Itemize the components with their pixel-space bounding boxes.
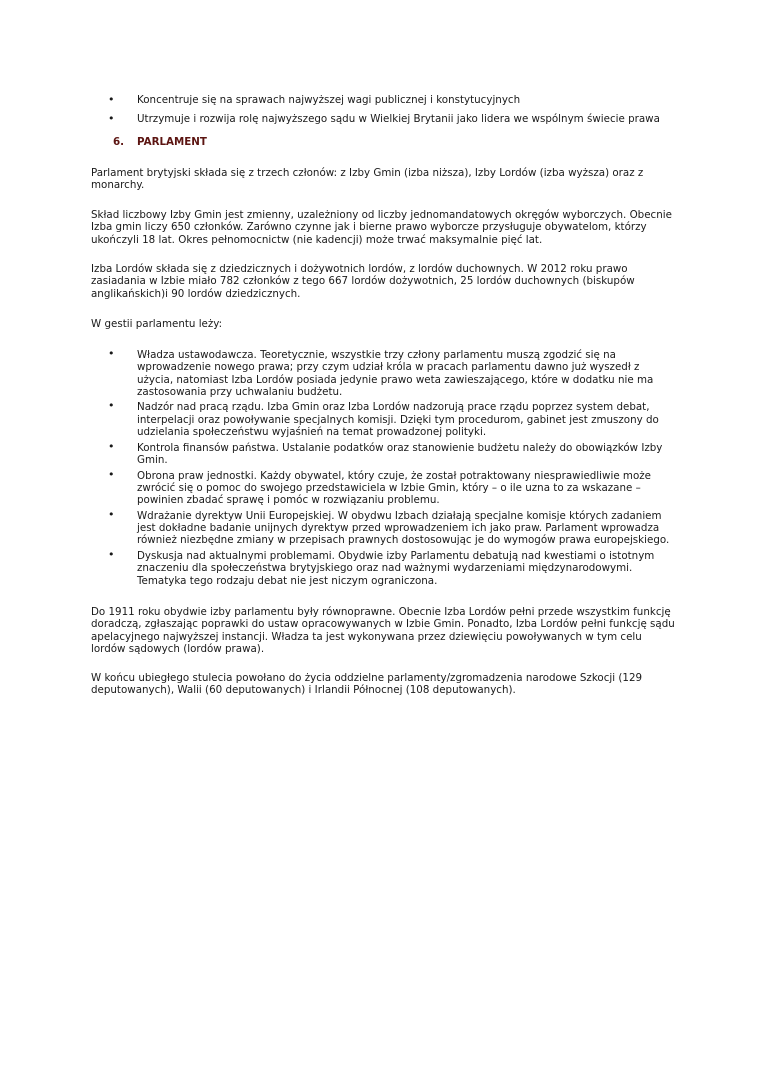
paragraph-powers-intro: W gestii parlamentu leży: bbox=[91, 318, 223, 330]
paragraph-devolution: W końcu ubiegłego stulecia powołano do życia oddzielne parlamenty/zgromadzenia narodowe Szkocji (129 deputowanych), Walii (60 deputowanych) i Irlandii Północnej (108 deputowanych). bbox=[91, 672, 643, 697]
section-number: 6. bbox=[113, 136, 125, 148]
bullet-icon: • bbox=[108, 347, 115, 360]
bullet-text: Dyskusja nad aktualnymi problemami. Obydwie izby Parlamentu debatują nad kwestiami o istotnym znaczeniu dla społeczeństwa brytyjskiego oraz nad ważnymi wydarzeniami międzynarodowymi. Tematyka tego rodzaju debat nie jest niczym ograniczona. bbox=[137, 549, 655, 587]
section-heading bbox=[113, 136, 207, 148]
top-bullet-list bbox=[108, 94, 688, 132]
powers-list bbox=[108, 349, 678, 590]
bullet-icon: • bbox=[108, 467, 115, 481]
paragraph-composition: Parlament brytyjski składa się z trzech członów: z Izby Gmin (izba niższa), Izby Lordów (izba wyższa) oraz z monarchy. bbox=[91, 167, 644, 192]
bullet-text: Nadzór nad pracą rządu. Izba Gmin oraz Izba Lordów nadzorują prace rządu poprzez system debat, interpelacji oraz powoływanie specjalnych komisji. Dzięki tym procedurom, gabinet jest zmuszony do udzielania społeczeństwu wyjaśnień na temat prowadzonej polityki. bbox=[137, 401, 659, 439]
list-item bbox=[108, 507, 678, 547]
paragraph-house-of-lords: Izba Lordów składa się z dziedzicznych i dożywotnich lordów, z lordów duchownych. W 2012 roku prawo zasiadania w Izbie miało 782 członków z tego 667 lordów dożywotnich, 25 lordów duchownych (biskupów anglikańskich)i 90 lordów dziedzicznych. bbox=[91, 263, 635, 300]
paragraph-house-of-commons: Skład liczbowy Izby Gmin jest zmienny, uzależniony od liczby jednomandatowych okręgów wyborczych. Obecnie Izba gmin liczy 650 członków. Zarówno czynne jak i bierne prawo wyborcze przysługuje obywatelom, którzy ukończyli 18 lat. Okres pełnomocnictw (nie kadencji) może trwać maksymalnie pięć lat. bbox=[91, 209, 672, 246]
bullet-text: Wdrażanie dyrektyw Unii Europejskiej. W obydwu Izbach działają specjalne komisje których zadaniem jest dokładne badanie unijnych dyrektyw przed wprowadzeniem ich jako praw. Parlament wprowadza również niezbędne zmiany w przepisach prawnych dostosowując je do wymogów prawa europejskiego. bbox=[137, 509, 670, 547]
paragraph-history: Do 1911 roku obydwie izby parlamentu były równoprawne. Obecnie Izba Lordów pełni przede wszystkim funkcję doradczą, zgłaszając poprawki do ustaw opracowywanych w Izbie Gmin. Ponadto, Izba Lordów pełni funkcję sądu apelacyjnego najwyższej instancji. Władza ta jest wykonywana przez dziewięciu powoływanych w tym celu lordów sądowych (lordów prawa). bbox=[91, 606, 675, 655]
bullet-icon: • bbox=[108, 547, 115, 561]
bullet-icon: • bbox=[108, 439, 115, 453]
list-item bbox=[108, 467, 678, 507]
section-title: PARLAMENT bbox=[137, 136, 207, 148]
bullet-text: Obrona praw jednostki. Każdy obywatel, który czuje, że został potraktowany niesprawiedliwie może zwrócić się o pomoc do swojego przedstawiciela w Izbie Gmin, który – o ile uzna to za wskazane – powinien zbadać sprawę i pomóc w rozwiązaniu problemu. bbox=[137, 469, 651, 507]
list-item bbox=[108, 401, 678, 438]
list-item bbox=[108, 547, 678, 587]
list-item bbox=[108, 439, 678, 467]
bullet-text: Koncentruje się na sprawach najwyższej wagi publicznej i konstytucyjnych bbox=[137, 94, 521, 106]
bullet-text: Kontrola finansów państwa. Ustalanie podatków oraz stanowienie budżetu należy do obowiązków Izby Gmin. bbox=[137, 441, 663, 466]
bullet-icon: • bbox=[108, 399, 115, 413]
bullet-icon: • bbox=[108, 112, 115, 125]
list-item bbox=[108, 113, 688, 126]
list-item bbox=[108, 349, 678, 398]
bullet-text: Władza ustawodawcza. Teoretycznie, wszystkie trzy człony parlamentu muszą zgodzić się na wprowadzenie nowego prawa; przy czym udział króla w pracach parlamentu dawno już wyszedł z użycia, natomiast Izba Lordów posiada jedynie prawo weta zawieszającego, które w dodatku nie ma zastosowania przy uchwalaniu budżetu. bbox=[137, 349, 654, 398]
bullet-text: Utrzymuje i rozwija rolę najwyższego sądu w Wielkiej Brytanii jako lidera we wspólnym świecie prawa bbox=[137, 113, 660, 125]
list-item bbox=[108, 94, 688, 107]
bullet-icon: • bbox=[108, 507, 115, 521]
bullet-icon: • bbox=[108, 93, 115, 106]
